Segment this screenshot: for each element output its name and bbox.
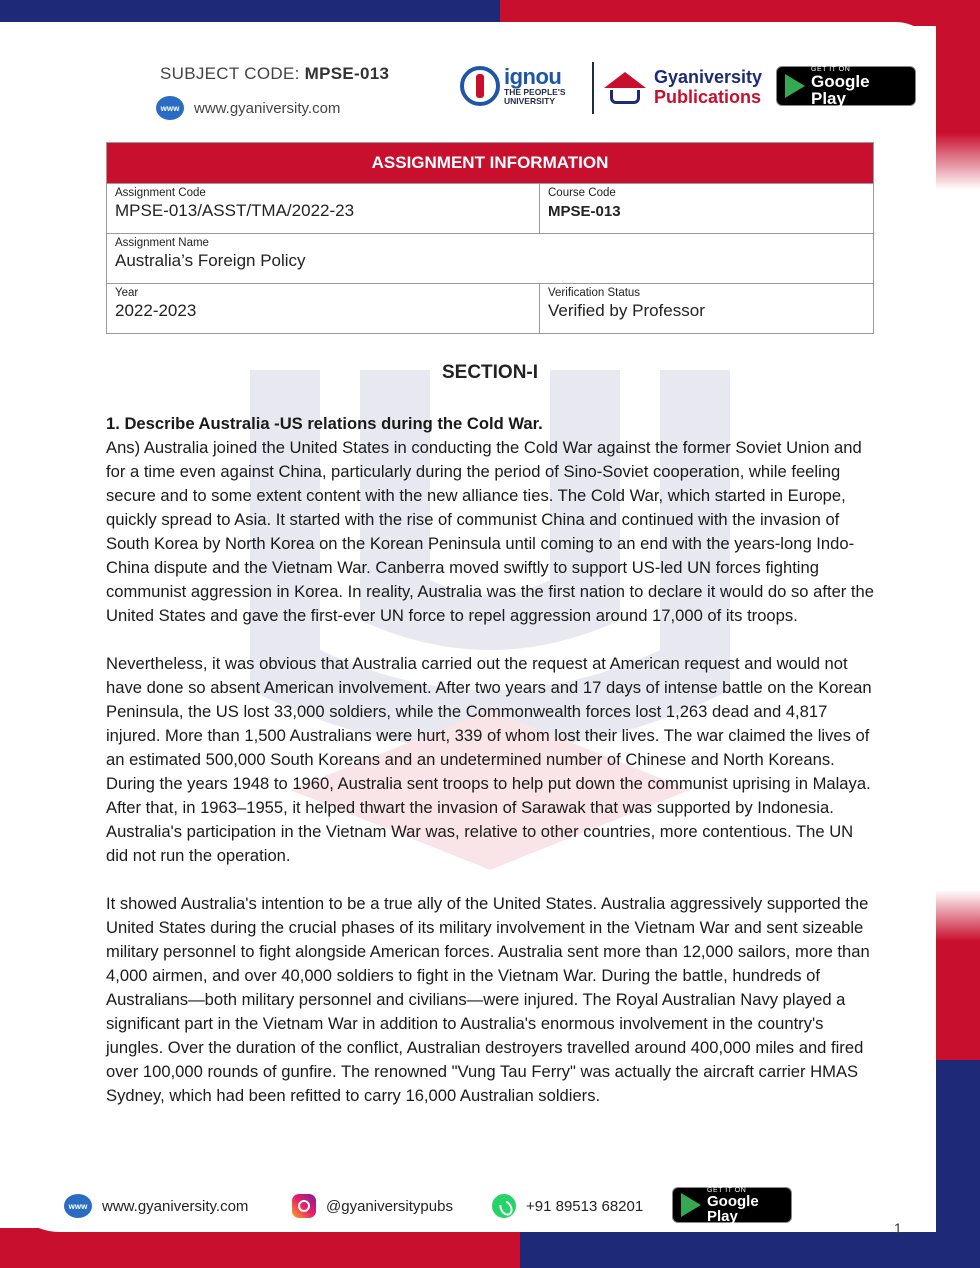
assignment-name-cell xyxy=(107,234,873,283)
footer-instagram-handle[interactable]: @gyaniversitypubs xyxy=(326,1197,453,1215)
whatsapp-icon xyxy=(492,1194,516,1218)
google-play-badge-header[interactable] xyxy=(776,66,916,106)
header-website[interactable] xyxy=(156,96,340,120)
paragraph: It showed Australia's intention to be a true ally of the United States. Australia aggressively supported the United States during the crucial phases of its military involvement in the Vietnam War and sent sizeable military personnel to fight alongside American forces. Australia sent more than 12,000 sailors, more than 4,000 airmen, and over 40,000 soldiers to fight in the Vietnam War. During the battle, hundreds of Australians—both military personnel and civilians—were injured. The Royal Australian Navy played a significant part in the Vietnam War in addition to Australia's enormous involvement in the country's jungles. Over the duration of the conflict, Australian destroyers travelled around 400,000 miles and fired over 100,000 rounds of gunfire. The renowned "Vung Tau Ferry" was actually the aircraft carrier HMAS Sydney, which had been refitted to carry 16,000 Australian soldiers. xyxy=(106,894,870,1105)
assignment-name-label: Assignment Name xyxy=(115,237,209,249)
page-number: 1 xyxy=(894,1220,902,1236)
right-red-band xyxy=(936,0,980,190)
footer-phone[interactable] xyxy=(492,1194,643,1218)
year-label: Year xyxy=(115,287,139,299)
footer-instagram[interactable] xyxy=(292,1194,453,1218)
badge-big-text: Google Play xyxy=(707,1192,759,1225)
ignou-tagline-2: UNIVERSITY xyxy=(504,96,556,107)
paragraph: Nevertheless, it was obvious that Australia carried out the request at American request and would not have done so absent American involvement. After two years and 17 days of intense battle on the Korean Peninsula, the US lost 33,000 soldiers, while the Commonwealth forces lost 1,263 dead and 4,817 injured. More than 1,500 Australians were hurt, 339 of whom lost their lives. The war claimed the lives of an estimated 500,000 South Koreans and an undetermined number of Chinese and North Koreans. During the years 1948 to 1960, Australia sent troops to help put down the communist uprising in Malaya. After that, in 1963–1955, it helped thwart the invasion of Sarawak that was supported by Indonesia. Australia's participation in the Vietnam War was, relative to other countries, more contentious. The UN did not run the operation. xyxy=(106,654,872,865)
ignou-emblem-icon xyxy=(460,66,500,106)
year-cell xyxy=(107,284,540,333)
subject-code xyxy=(160,64,389,84)
info-row-name xyxy=(107,233,873,283)
verification-value: Verified by Professor xyxy=(548,301,705,320)
answer-content xyxy=(106,412,876,1132)
assignment-info-heading: ASSIGNMENT INFORMATION xyxy=(107,143,873,183)
assignment-name-value: Australia’s Foreign Policy xyxy=(115,251,306,270)
assignment-code-value: MPSE-013/ASST/TMA/2022-23 xyxy=(115,201,355,220)
logo-divider xyxy=(592,62,594,114)
publisher-logo xyxy=(602,66,762,110)
paragraph: Ans) Australia joined the United States in conducting the Cold War against the former Soviet Union and for a time even against China, particularly during the period of Sino-Soviet cooperation, while feeling secure and to some extent content with the new alliance ties. The Cold War, which started in Europe, quickly spread to Asia. It started with the rise of communist China and continued with the invasion of South Korea by North Korea on the Korean Peninsula until coming to an end with the years-long Indo-China dispute and the Vietnam War. Canberra moved swiftly to support US-led UN forces fighting communist aggression in Korea. In reality, Australia was the first nation to declare it would do so after the United States and gave the first-ever UN force to repel aggression around 17,000 of its troops. xyxy=(106,438,875,625)
info-row-year xyxy=(107,283,873,333)
year-value: 2022-2023 xyxy=(115,301,197,320)
question-heading: 1. Describe Australia -US relations during the Cold War. xyxy=(106,414,543,433)
globe-icon: www xyxy=(64,1194,92,1218)
bottom-red-band xyxy=(0,1228,520,1268)
badge-small-text: GET IT ON xyxy=(811,65,851,73)
google-play-badge-footer[interactable] xyxy=(672,1187,792,1223)
graduation-book-icon xyxy=(602,66,648,110)
assignment-code-cell xyxy=(107,184,540,233)
google-play-icon xyxy=(785,74,805,98)
instagram-icon xyxy=(292,1194,316,1218)
info-row-codes xyxy=(107,183,873,233)
footer-phone-number[interactable]: +91 89513 68201 xyxy=(526,1197,644,1215)
footer-website[interactable] xyxy=(64,1194,248,1218)
globe-icon: www xyxy=(156,96,184,120)
publisher-tagline: Publications xyxy=(654,87,762,107)
ignou-logo xyxy=(460,66,566,107)
header-website-link[interactable]: www.gyaniversity.com xyxy=(194,99,341,117)
verification-cell xyxy=(540,284,873,333)
assignment-info-table xyxy=(106,142,874,334)
course-code-label: Course Code xyxy=(548,187,616,199)
publisher-name: Gyaniversity xyxy=(654,67,763,88)
course-code-value: MPSE-013 xyxy=(548,203,621,220)
ignou-tagline-1: THE PEOPLE'S xyxy=(504,87,566,97)
assignment-code-label: Assignment Code xyxy=(115,187,206,199)
subject-code-value: MPSE-013 xyxy=(304,64,390,83)
google-play-icon xyxy=(681,1193,701,1217)
course-code-cell xyxy=(540,184,873,233)
subject-code-label: SUBJECT CODE: xyxy=(160,64,300,83)
ignou-name: ignou xyxy=(504,64,562,89)
badge-big-text: Google Play xyxy=(811,71,870,108)
verification-label: Verification Status xyxy=(548,287,641,299)
right-red-band-lower xyxy=(936,890,980,1060)
footer-website-link[interactable]: www.gyaniversity.com xyxy=(102,1197,249,1215)
section-title: SECTION-I xyxy=(441,362,539,383)
badge-small-text: GET IT ON xyxy=(707,1186,747,1194)
bottom-blue-band xyxy=(520,1228,980,1268)
